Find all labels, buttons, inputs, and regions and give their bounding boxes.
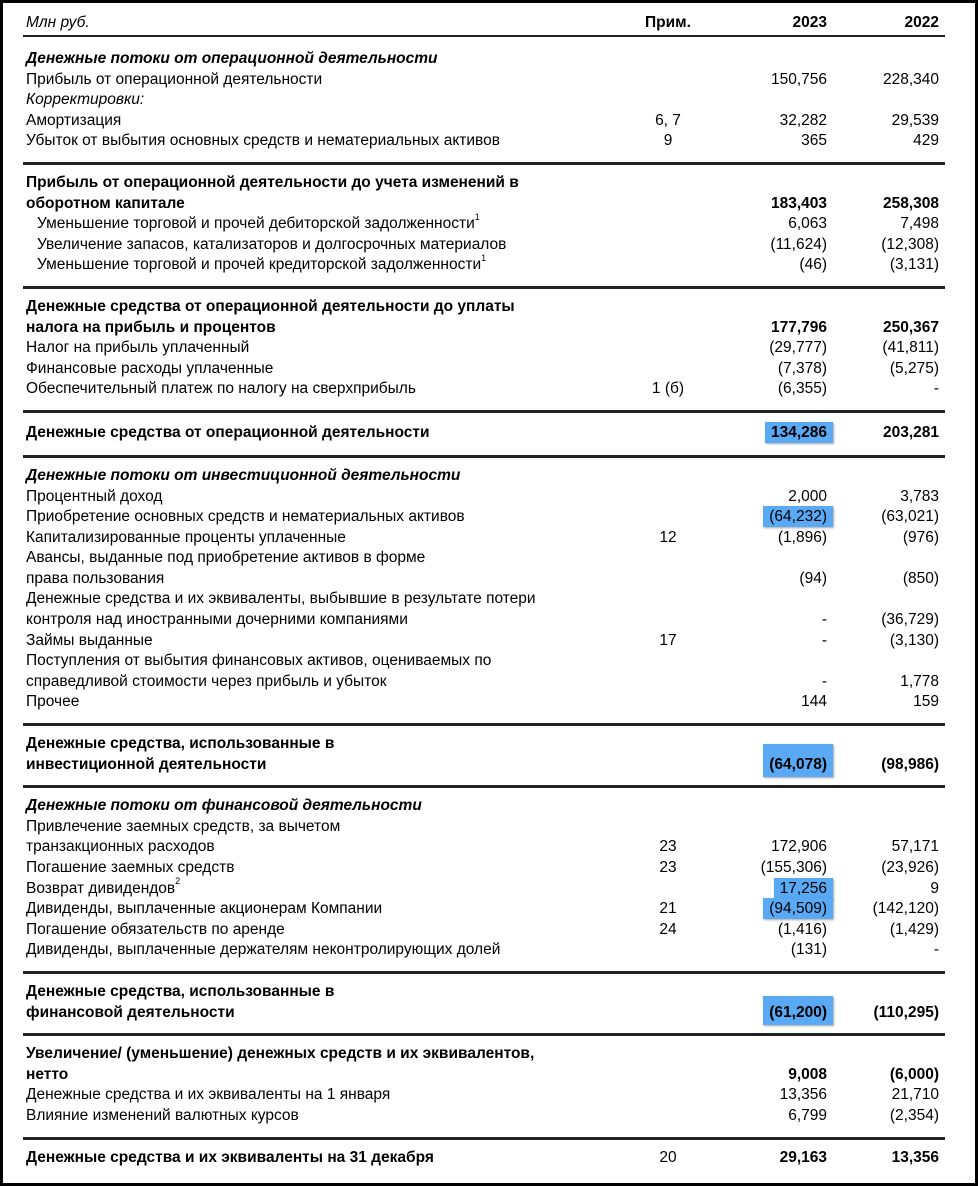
section-title-investing: Денежные потоки от инвестиционной деятельности	[26, 466, 461, 484]
table-row: Налог на прибыль уплаченный (29,777) (41,811)	[26, 339, 939, 357]
divider	[23, 1137, 945, 1140]
table-row: Уменьшение торговой и прочей дебиторской задолженности$^1$ 6,063 7,498	[37, 212, 939, 233]
table-row: Погашение обязательств по аренде 24 (1,416) (1,429)	[26, 920, 939, 938]
table-row: Займы выданные 17 - (3,130)	[26, 631, 939, 649]
divider	[23, 785, 945, 788]
table-row: Увеличение запасов, катализаторов и долгосрочных материалов (11,624) (12,308)	[37, 235, 939, 253]
footnote-ref: 2	[175, 876, 181, 887]
table-row: Поступления от выбытия финансовых активов, оцениваемых по	[26, 652, 492, 670]
highlighted-value: 17,256	[774, 878, 833, 899]
table-row: Приобретение основных средств и нематериальных активов (64,232) (63,021)	[26, 508, 939, 526]
total-investing-row: инвестиционной деятельности (64,078) (98,986)	[23, 755, 945, 776]
table-row: Финансовые расходы уплаченные (7,378) (5,275)	[26, 359, 939, 377]
cash-flow-statement	[23, 11, 945, 1168]
note-column-header: Прим.	[645, 14, 691, 31]
table-row: Уменьшение торговой и прочей кредиторской задолженности$^1$ (46) (3,131)	[37, 253, 939, 274]
subtotal-row: налога на прибыль и процентов 177,796 250,367	[26, 318, 939, 336]
table-row: транзакционных расходов 23 172,906 57,171	[26, 838, 939, 856]
subtotal-row: Прибыль от операционной деятельности до учета изменений в	[26, 173, 519, 191]
table-row: Прочее 144 159	[26, 693, 939, 711]
total-investing-row: Денежные средства, использованные в	[26, 735, 335, 753]
table-row: Погашение заемных средств 23 (155,306) (23,926)	[26, 859, 939, 876]
subtotal-row: оборотном капитале 183,403 258,308	[26, 194, 939, 212]
table-row: Дивиденды, выплаченные акционерам Компании 21 (94,509) (142,120)	[26, 900, 939, 918]
table-row: Прибыль от операционной деятельности 150,756 228,340	[26, 70, 939, 88]
divider	[23, 286, 945, 289]
divider	[23, 410, 945, 413]
table-row: Процентный доход 2,000 3,783	[26, 487, 939, 505]
divider	[23, 162, 945, 165]
closing-balance-row: Денежные средства и их эквиваленты на 31 декабря 20 29,163 13,356	[26, 1148, 939, 1166]
footnote-ref: 1	[481, 253, 487, 264]
section-title-financing: Денежные потоки от финансовой деятельности	[26, 797, 422, 815]
divider	[23, 455, 945, 458]
table-row: Денежные средства и их эквиваленты на 1 января 13,356 21,710	[26, 1086, 939, 1104]
divider	[23, 1033, 945, 1036]
table-row: Обеспечительный платеж по налогу на сверхприбыль 1 (б) (6,355) -	[26, 380, 939, 398]
table-row: контроля над иностранными дочерними компаниями - (36,729)	[26, 611, 939, 629]
net-change-row: нетто 9,008 (6,000)	[26, 1065, 939, 1083]
section-title-operating: Денежные потоки от операционной деятельности	[26, 50, 438, 67]
highlighted-value: (64,078)	[763, 744, 833, 777]
divider	[23, 723, 945, 726]
net-change-row: Увеличение/ (уменьшение) денежных средств и их эквивалентов,	[26, 1045, 535, 1063]
table-row: Убыток от выбытия основных средств и нематериальных активов 9 365 429	[26, 132, 939, 150]
table-row: Влияние изменений валютных курсов 6,799 (2,354)	[26, 1106, 939, 1124]
highlighted-value: (61,200)	[763, 996, 833, 1025]
footnote-ref: 1	[474, 212, 480, 222]
year-2023-header: 2023	[792, 14, 827, 31]
table-row: Дивиденды, выплаченные держателям неконтролирующих долей (131) -	[26, 941, 939, 959]
table-row: Корректировки:	[26, 91, 145, 109]
highlighted-value: 134,286	[765, 422, 833, 443]
table-row: Денежные средства и их эквиваленты, выбывшие в результате потери	[26, 590, 536, 608]
total-financing-row: финансовой деятельности (61,200) (110,295)	[23, 1003, 945, 1024]
units-label: Млн руб.	[26, 14, 90, 31]
table-row: Капитализированные проценты уплаченные 12 (1,896) (976)	[26, 528, 939, 546]
divider	[23, 971, 945, 974]
table-row: Амортизация 6, 7 32,282 29,539	[26, 111, 939, 129]
table-row: Авансы, выданные под приобретение активов в форме	[26, 549, 426, 567]
highlighted-value: (64,232)	[763, 506, 833, 527]
table-row: Возврат дивидендов$^2$ 17,256 9	[26, 876, 939, 897]
total-operating-row: Денежные средства от операционной деятельности 134,286 203,281	[26, 423, 939, 441]
total-financing-row: Денежные средства, использованные в	[26, 982, 335, 1000]
year-2022-header: 2022	[904, 14, 939, 31]
table-row: права пользования (94) (850)	[26, 569, 939, 587]
table-row: справедливой стоимости через прибыль и убыток - 1,778	[26, 672, 939, 690]
subtotal-row: Денежные средства от операционной деятельности до уплаты	[26, 297, 515, 315]
table-row: Привлечение заемных средств, за вычетом	[26, 817, 341, 835]
highlighted-value: (94,509)	[763, 898, 833, 919]
table-header	[23, 11, 945, 37]
